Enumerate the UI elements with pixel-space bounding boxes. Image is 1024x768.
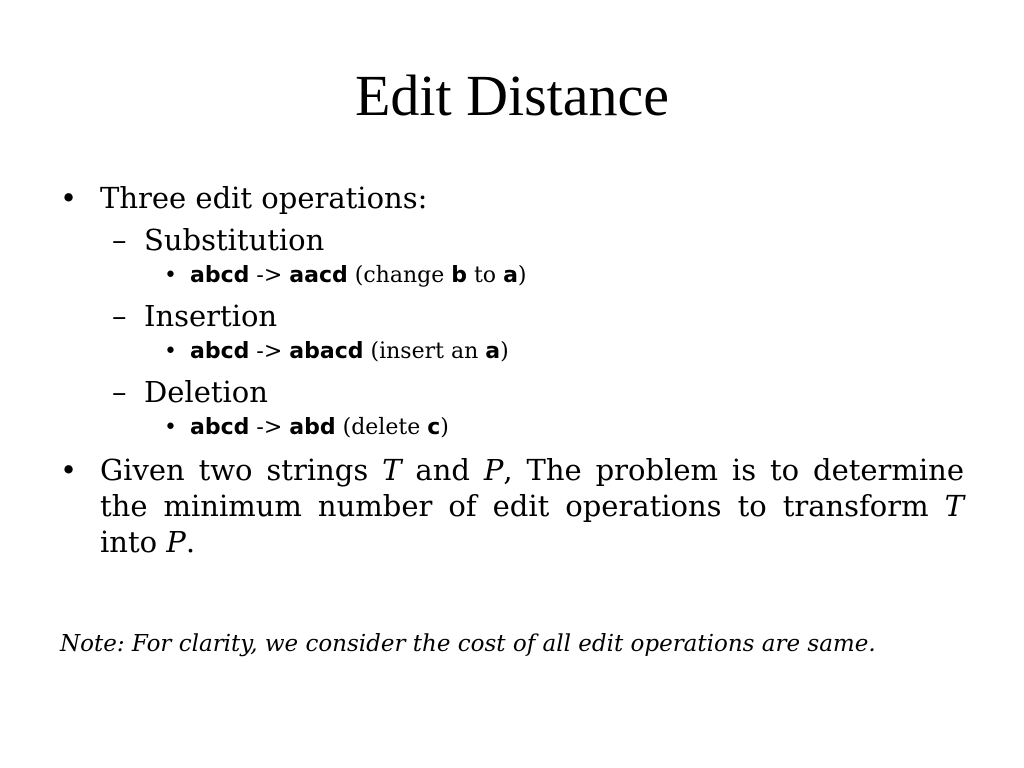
example-from: abcd xyxy=(190,339,250,364)
problem-text-4: into xyxy=(100,525,158,559)
var-t: T xyxy=(382,453,402,487)
example-char-a: a xyxy=(485,339,501,364)
example-paren-close: ) xyxy=(500,339,509,364)
example-paren-close: ) xyxy=(517,263,527,288)
slide-title: Edit Distance xyxy=(354,63,670,128)
example-to: aacd xyxy=(289,263,348,288)
bullet-three-operations xyxy=(60,180,964,216)
example-char-c: c xyxy=(427,415,441,440)
sub-item-label: Substitution xyxy=(144,223,325,257)
sub-item-substitution xyxy=(60,222,964,258)
sub-item-label: Deletion xyxy=(144,375,268,409)
problem-text-5: . xyxy=(185,525,196,559)
example-arrow: -> xyxy=(256,415,283,440)
sub-item-label: Insertion xyxy=(144,299,278,333)
example-paren-open: (delete xyxy=(342,415,421,440)
var-p: P xyxy=(483,453,504,487)
var-p-2: P xyxy=(166,525,186,559)
example-to: abd xyxy=(289,415,336,440)
footnote: Note: For clarity, we consider the cost of all edit operations are same. xyxy=(60,631,876,657)
bullet-icon: • xyxy=(164,263,177,288)
bullet-icon: • xyxy=(60,453,78,487)
problem-text-1: Given two strings xyxy=(100,453,369,487)
example-insertion xyxy=(60,336,964,368)
problem-text-3: , The problem is to determine the minimum number of edit operations to transform xyxy=(100,453,965,523)
example-arrow: -> xyxy=(256,339,283,364)
sub-item-deletion xyxy=(60,374,964,410)
example-arrow: -> xyxy=(256,263,283,288)
bullet-icon: • xyxy=(60,181,78,215)
example-from: abcd xyxy=(190,415,250,440)
example-word-to: to xyxy=(473,263,497,288)
example-substitution xyxy=(60,260,964,292)
example-paren-open: (change xyxy=(354,263,445,288)
example-to: abacd xyxy=(289,339,364,364)
bullet-text: Three edit operations: xyxy=(100,181,428,215)
example-char-b: b xyxy=(451,263,467,288)
example-paren-close: ) xyxy=(440,415,449,440)
example-char-a: a xyxy=(503,263,518,288)
dash-icon: – xyxy=(112,375,127,409)
sub-item-insertion xyxy=(60,298,964,334)
example-paren-open: (insert an xyxy=(370,339,479,364)
example-from: abcd xyxy=(190,263,250,288)
bullet-icon: • xyxy=(164,415,177,440)
bullet-icon: • xyxy=(164,339,177,364)
dash-icon: – xyxy=(112,299,127,333)
problem-text-2: and xyxy=(415,453,470,487)
example-deletion xyxy=(60,412,964,444)
var-t-2: T xyxy=(944,489,964,523)
bullet-problem-definition xyxy=(60,452,964,560)
slide-content xyxy=(60,180,964,560)
dash-icon: – xyxy=(112,223,127,257)
